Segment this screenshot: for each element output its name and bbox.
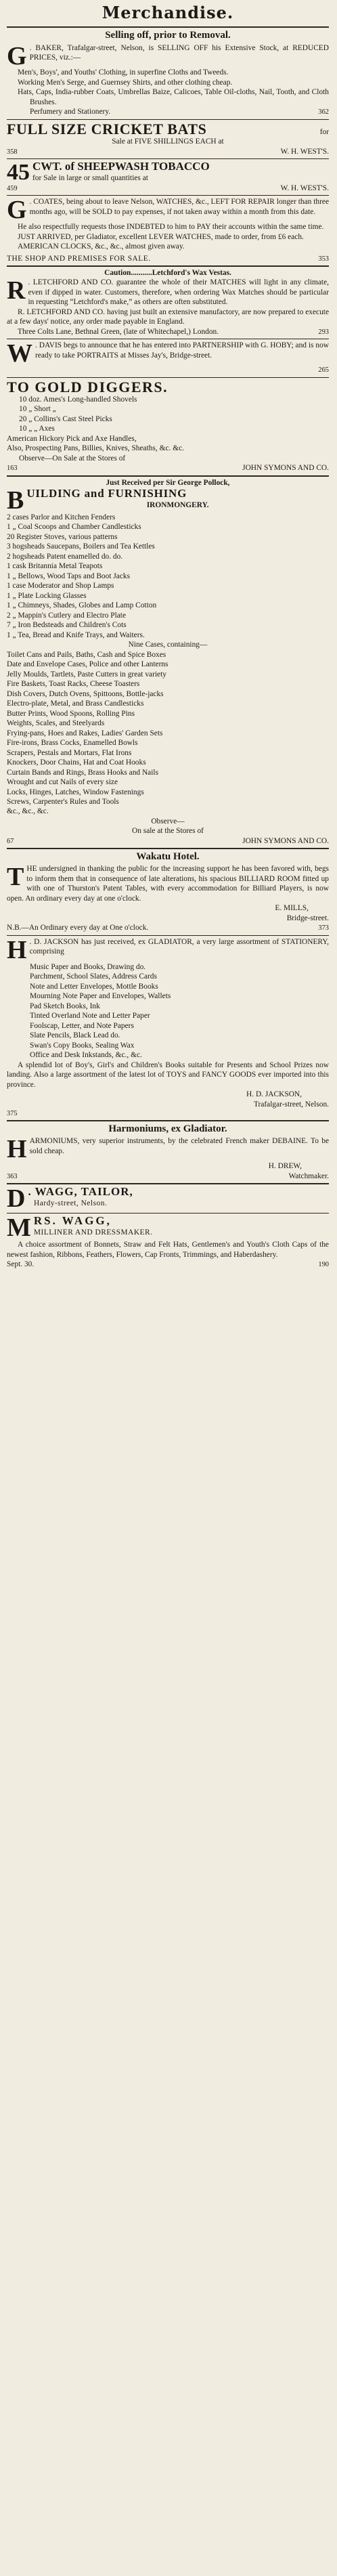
list-item: 1 „ Tea, Bread and Knife Trays, and Waiters.: [7, 630, 145, 639]
ad-address: Three Colts Lane, Bethnal Green, (late of Whitechapel,) London.: [18, 327, 219, 336]
ad-body: . BAKER, Trafalgar-street, Nelson, is SELLING OFF his Extensive Stock, at REDUCED PRICES, viz.:—: [29, 43, 329, 62]
ad-wagg: [7, 1186, 329, 1269]
list-item: Perfumery and Stationery.: [30, 108, 111, 116]
divider: [7, 935, 329, 936]
list-item: 2 cases Parlor and Kitchen Fenders: [7, 513, 116, 521]
list-item: Swan's Copy Books, Sealing Wax: [30, 1041, 135, 1050]
building-items: [7, 513, 329, 640]
list-item: Frying-pans, Hoes and Rakes, Ladies' Garden Sets: [7, 729, 163, 737]
ad-headline: Letchford's Wax Vestas.: [152, 268, 231, 277]
list-item: 1 case Moderator and Shop Lamps: [7, 582, 114, 591]
ad-headline: Wakatu Hotel.: [136, 851, 200, 863]
ad-headline: Selling off, prior to Removal.: [105, 30, 231, 41]
divider: [7, 265, 329, 267]
drop-cap: G: [7, 196, 27, 225]
item-qty: 10: [19, 425, 27, 433]
list-item: Working Men's Serge, and Guernsey Shirts, and other clothing cheap.: [18, 78, 233, 87]
list-item: Jelly Moulds, Tartlets, Paste Cutters in great variety: [7, 670, 166, 679]
ad-text: Nine Cases, containing—: [128, 641, 208, 649]
item-qty: 10: [19, 405, 27, 414]
item-text: „ Collins's Cast Steel Picks: [28, 414, 112, 423]
list-item: 20 Register Stoves, various patterns: [7, 532, 118, 541]
ad-headline: Just Received per Sir George Pollock,: [106, 478, 230, 487]
list-item: Screws, Carpenter's Rules and Tools: [7, 797, 119, 806]
ad-letchford: [7, 268, 329, 337]
list-item: 1 „ Plate Locking Glasses: [7, 591, 87, 600]
ad-reference: 190: [318, 1261, 329, 1269]
drop-cap: M: [7, 1214, 31, 1243]
item-text: „ „ Axes: [28, 425, 55, 433]
list-item: Wrought and cut Nails of every size: [7, 778, 118, 787]
merchant-name: JOHN SYMONS AND CO.: [242, 836, 329, 845]
ad-footer: THE SHOP AND PREMISES FOR SALE.: [7, 254, 151, 263]
signature: H. D. JACKSON,: [246, 1090, 302, 1099]
signature: E. MILLS,: [275, 904, 309, 913]
list-item: Locks, Hinges, Latches, Window Fastenings: [7, 788, 144, 796]
ad-text: American Hickory Pick and Axe Handles,: [7, 434, 137, 443]
ad-text: for Sale in large or small quantities at: [32, 174, 148, 183]
divider: [7, 848, 329, 849]
ad-reference: 375: [7, 1110, 18, 1118]
divider: [7, 119, 329, 120]
divider: [7, 158, 329, 159]
ad-reference: 459: [7, 184, 18, 192]
ad-body: . DAVIS begs to announce that he has entered into PARTNERSHIP with G. HOBY; and is now ready to take PORTRAITS at Misses Jay's, Bridge-street.: [35, 341, 329, 360]
drop-number: 45: [7, 160, 30, 186]
list-item: [19, 424, 329, 433]
list-item: Butter Prints, Wood Spoons, Rolling Pins: [7, 709, 135, 718]
list-item: Mourning Note Paper and Envelopes, Wallets: [30, 992, 171, 1001]
item-qty: 10: [19, 395, 27, 404]
ad-reference: 293: [318, 328, 329, 337]
ad-body: A splendid lot of Boy's, Girl's and Children's Books suitable for Presents and School Prizes now landing. Also a large assortment of the latest lot of TOYS and FANCY GOODS ever imported into this province.: [7, 1060, 329, 1089]
ad-headline: FULL SIZE CRICKET BATS: [7, 120, 207, 137]
ad-tobacco: [7, 160, 329, 193]
list-item: 1 „ Bellows, Wood Taps and Boot Jacks: [7, 572, 130, 580]
merchant-name: W. H. WEST'S.: [280, 147, 329, 156]
drop-cap: H: [7, 1135, 27, 1164]
ad-body: AMERICAN CLOCKS, &c., &c., almost given away.: [18, 242, 185, 251]
ad-headline: Caution.: [104, 268, 133, 277]
ad-text: for: [319, 127, 329, 136]
divider: [7, 26, 329, 28]
ad-baker: [7, 29, 329, 116]
list-item: [19, 414, 329, 424]
list-item: 1 cask Britannia Metal Teapots: [7, 562, 103, 571]
ad-body: . COATES, being about to leave Nelson, WATCHES, &c., LEFT FOR REPAIR longer than three months ago, will be SOLD to pay expenses, if not taken away within a month from this date.: [29, 198, 329, 216]
list-item: Men's, Boys', and Youths' Clothing, in superfine Cloths and Tweeds.: [18, 68, 229, 77]
signature-address: Bridge-street.: [286, 914, 329, 922]
divider: [7, 1183, 329, 1184]
list-item: 1 „ Coal Scoops and Chamber Candlesticks: [7, 523, 141, 532]
list-item: Weights, Scales, and Steelyards: [7, 719, 105, 728]
divider: [7, 195, 329, 196]
ad-building-ironmongery: [7, 478, 329, 846]
list-item: Fire-irons, Brass Cocks, Enamelled Bowls: [7, 739, 138, 748]
item-text: „ Short „: [28, 405, 56, 414]
item-qty: 20: [19, 414, 27, 423]
ad-wakatu-hotel: [7, 851, 329, 932]
drop-cap: H: [7, 935, 27, 964]
ad-body: . D. JACKSON has just received, ex GLADIATOR, a very large assortment of STATIONERY, comprising: [29, 937, 329, 956]
ad-subtitle: MILLINER AND DRESSMAKER.: [33, 1228, 153, 1237]
diggers-list: [7, 395, 329, 434]
ad-reference: 362: [318, 108, 329, 116]
ad-reference: 353: [318, 255, 329, 263]
ad-harmoniums: [7, 1123, 329, 1181]
merchant-name: JOHN SYMONS AND CO.: [242, 464, 329, 473]
divider: [7, 475, 329, 477]
ad-gold-diggers: [7, 379, 329, 473]
ad-coates: [7, 197, 329, 263]
drop-cap: G: [7, 41, 27, 70]
drop-cap: D: [7, 1184, 26, 1214]
list-item: Curtain Bands and Rings, Brass Hooks and Nails: [7, 768, 159, 777]
list-item: Office and Desk Inkstands, &c., &c.: [30, 1051, 142, 1060]
ad-body: A choice assortment of Bonnets, Straw and Felt Hats, Gentlemen's and Youth's Cloth Caps of the newest fashion, Ribbons, Feathers, Flowers, Cap Fronts, Trimmings, and Haberdashery.: [7, 1241, 329, 1259]
list-item: Slate Pencils, Black Lead do.: [30, 1031, 120, 1040]
ad-reference: 265: [318, 366, 329, 374]
merchant-name: W. H. WEST'S.: [280, 184, 329, 192]
list-item: 1 „ Chimneys, Shades, Globes and Lamp Cotton: [7, 601, 157, 610]
list-item: Dish Covers, Dutch Ovens, Spittoons, Bottle-jacks: [7, 689, 164, 698]
ad-body: . LETCHFORD AND CO. guarantee the whole of their MATCHES will light in any climate, even if dipped in water. Customers, therefore, when ordering Wax Matches should be particular in requesting “Letchford's make,” as others are often substituted.: [28, 278, 329, 307]
list-item: Music Paper and Books, Drawing do.: [30, 962, 146, 971]
ad-body: ARMONIUMS, very superior instruments, by the celebrated French maker DEBAINE. To be sold cheap.: [29, 1137, 329, 1155]
ad-body: R. LETCHFORD AND CO. having just built an extensive manufactory, are now prepared to execute at a few days' notice, any order made payable in England.: [7, 307, 329, 326]
ad-reference: 358: [7, 148, 18, 156]
ad-headline: TO GOLD DIGGERS.: [7, 378, 168, 395]
ad-davis: [7, 341, 329, 374]
list-item: Tinted Overland Note and Letter Paper: [30, 1012, 150, 1021]
ad-date: Sept. 30.: [7, 1260, 35, 1269]
list-item: Scrapers, Pestals and Mortars, Flat Irons: [7, 748, 132, 757]
list-item: Fire Baskets, Toast Racks, Cheese Toasters: [7, 680, 140, 689]
ad-text: Also, Prospecting Pans, Billies, Knives, Sheaths, &c. &c.: [7, 444, 184, 453]
ad-address: Hardy-street, Nelson.: [34, 1199, 108, 1207]
stationery-items: [7, 962, 329, 1060]
ad-dots: ..........: [133, 268, 152, 277]
ad-reference: 67: [7, 837, 14, 845]
list-item: [19, 395, 329, 404]
ad-title: . WAGG, TAILOR,: [28, 1185, 133, 1199]
list-item: Note and Letter Envelopes, Mottle Books: [30, 982, 158, 991]
list-item: 2 hogsheads Patent enamelled do. do.: [7, 552, 123, 561]
ad-body: JUST ARRIVED, per Gladiator, excellent LEVER WATCHES, made to order, from £6 each.: [18, 232, 304, 241]
signature-title: Watchmaker.: [288, 1172, 329, 1180]
ad-jackson-stationery: [7, 937, 329, 1118]
ad-body: He also respectfully requests those INDEBTED to him to PAY their accounts within the same time.: [18, 223, 324, 232]
drop-cap: W: [7, 339, 32, 368]
ad-reference: 363: [7, 1172, 18, 1180]
drop-cap: B: [7, 486, 24, 515]
list-item: Electro-plate, Metal, and Brass Candlesticks: [7, 700, 144, 708]
list-item: 2 „ Mappin's Cutlery and Electro Plate: [7, 611, 127, 620]
building-goods: [7, 650, 329, 817]
ad-headline: CWT. of SHEEPWASH TOBACCO: [32, 160, 210, 173]
list-item: Toilet Cans and Pails, Baths, Cash and Spice Boxes: [7, 650, 166, 659]
masthead: Merchandise.: [102, 3, 234, 22]
ad-headline: Harmoniums, ex Gladiator.: [108, 1123, 227, 1135]
ad-text: Observe—: [151, 817, 185, 825]
list-item: 7 „ Iron Bedsteads and Children's Cots: [7, 621, 127, 630]
ad-body: HE undersigned in thanking the public for the increasing support he has been favored with, begs to inform them that in consequence of late alterations, his spacious BILLIARD ROOM fitted up with one of Thurston's Patent Tables, with every accommodation for Billiard Players, is now open. An ordinary every day at one o'clock.: [7, 865, 329, 903]
list-item: Pad Sketch Books, Ink: [30, 1002, 100, 1010]
ad-cricket-bats: [7, 121, 329, 156]
list-item: [19, 404, 329, 414]
divider: [7, 377, 329, 378]
ad-reference: 373: [318, 924, 329, 932]
list-item: Hats, Caps, India-rubber Coats, Umbrellas Baize, Calicoes, Table Oil-cloths, Nail, Tooth, and Cloth Brushes.: [18, 88, 329, 106]
list-item: Parchment, School Slates, Address Cards: [30, 972, 157, 981]
signature-address: Trafalgar-street, Nelson.: [253, 1100, 329, 1109]
ad-text: On sale at the Stores of: [132, 827, 204, 836]
list-item: 3 hogsheads Saucepans, Boilers and Tea Kettles: [7, 542, 155, 551]
list-item: Foolscap, Letter, and Note Papers: [30, 1021, 134, 1030]
item-text: doz. Ames's Long-handled Shovels: [28, 395, 137, 404]
ad-text: Sale at FIVE SHILLINGS EACH at: [112, 137, 224, 146]
signature: H. DREW,: [268, 1162, 302, 1171]
list-item: &c., &c., &c.: [7, 807, 49, 816]
ad-title: UILDING and FURNISHING: [26, 486, 187, 500]
ad-text: Observe—On Sale at the Stores of: [19, 454, 126, 463]
list-item: Knockers, Door Chains, Hat and Coat Hooks: [7, 758, 146, 767]
list-item: Date and Envelope Cases, Police and other Lanterns: [7, 660, 168, 669]
drop-cap: T: [7, 863, 24, 892]
ad-reference: 163: [7, 465, 18, 473]
ad-subtitle: IRONMONGERY.: [146, 500, 209, 509]
drop-cap: R: [7, 276, 26, 305]
ad-note: N.B.—An Ordinary every day at One o'clock.: [7, 924, 149, 932]
divider: [7, 1120, 329, 1121]
ad-title: RS. WAGG,: [33, 1214, 112, 1228]
